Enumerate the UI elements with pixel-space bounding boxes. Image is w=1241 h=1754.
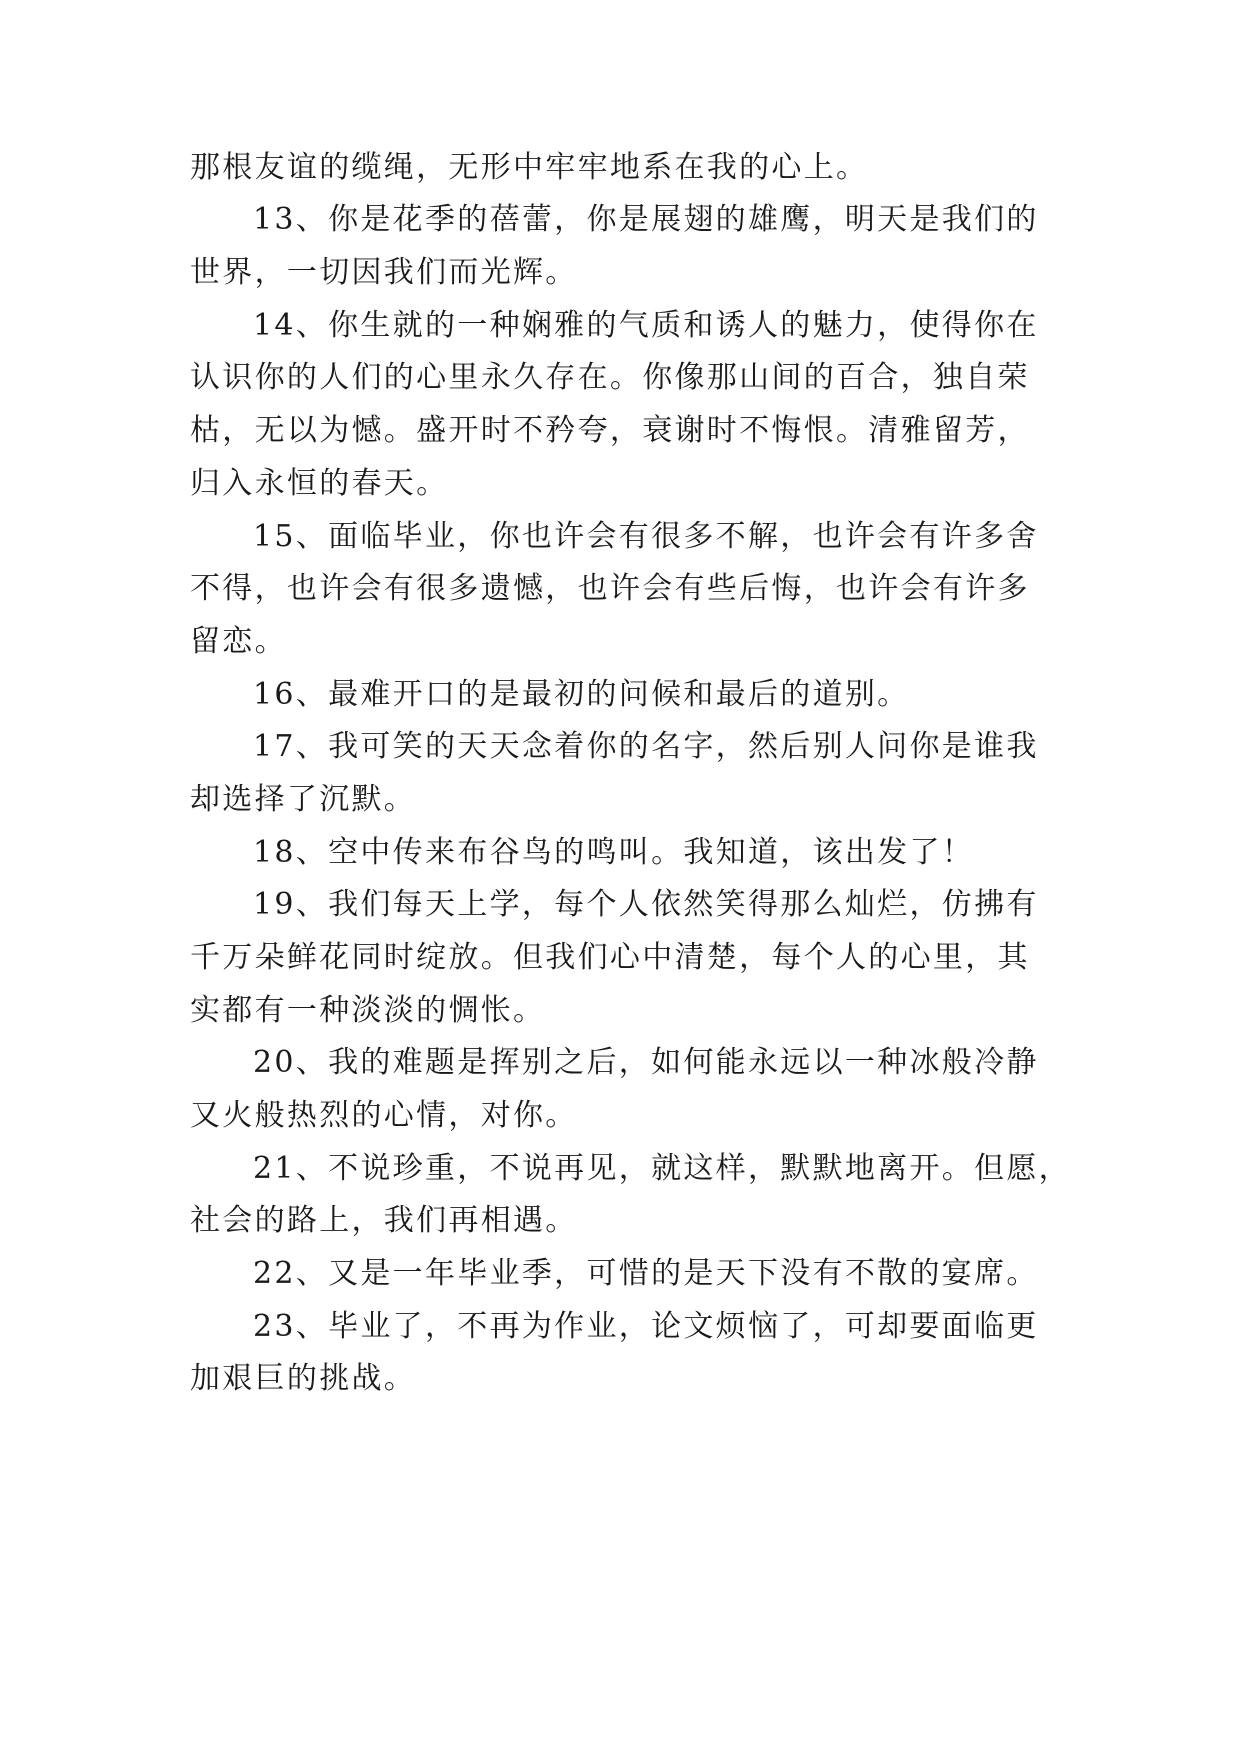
text-line: 22、又是一年毕业季，可惜的是天下没有不散的宴席。	[253, 1256, 1039, 1291]
text-line: 16、最难开口的是最初的问候和最后的道别。	[253, 677, 910, 712]
text-line: 18、空中传来布谷鸟的鸣叫。我知道，该出发了！	[253, 835, 975, 870]
text-line: 加艰巨的挑战。	[190, 1361, 417, 1396]
text-line: 14、你生就的一种娴雅的气质和诱人的魅力，使得你在	[253, 308, 1039, 343]
text-line: 认识你的人们的心里永久存在。你像那山间的百合，独自荣	[190, 360, 1030, 395]
text-line: 那根友谊的缆绳，无形中牢牢地系在我的心上。	[190, 150, 869, 185]
text-line: 23、毕业了，不再为作业，论文烦恼了，可却要面临更	[253, 1309, 1039, 1344]
text-line: 17、我可笑的天天念着你的名字，然后别人问你是谁我	[253, 729, 1039, 764]
text-line: 又火般热烈的心情，对你。	[190, 1098, 578, 1133]
text-line: 社会的路上，我们再相遇。	[190, 1203, 578, 1238]
text-line: 21、不说珍重，不说再见，就这样，默默地离开。但愿，	[253, 1151, 1071, 1186]
text-line: 20、我的难题是挥别之后，如何能永远以一种冰般冷静	[253, 1045, 1039, 1080]
text-line: 13、你是花季的蓓蕾，你是展翅的雄鹰，明天是我们的	[253, 202, 1039, 237]
text-line: 却选择了沉默。	[190, 782, 417, 817]
text-line: 千万朵鲜花同时绽放。但我们心中清楚，每个人的心里，其	[190, 940, 1030, 975]
text-line: 19、我们每天上学，每个人依然笑得那么灿烂，仿拂有	[253, 887, 1039, 922]
text-line: 不得，也许会有很多遗憾，也许会有些后悔，也许会有许多	[190, 571, 1030, 606]
text-line: 实都有一种淡淡的惆怅。	[190, 993, 546, 1028]
text-line: 15、面临毕业，你也许会有很多不解，也许会有许多舍	[253, 519, 1039, 554]
text-line: 世界，一切因我们而光辉。	[190, 255, 578, 290]
text-line: 归入永恒的春天。	[190, 466, 449, 501]
text-line: 留恋。	[190, 624, 287, 659]
text-line: 枯，无以为憾。盛开时不矜夸，衰谢时不悔恨。清雅留芳，	[190, 413, 1030, 448]
